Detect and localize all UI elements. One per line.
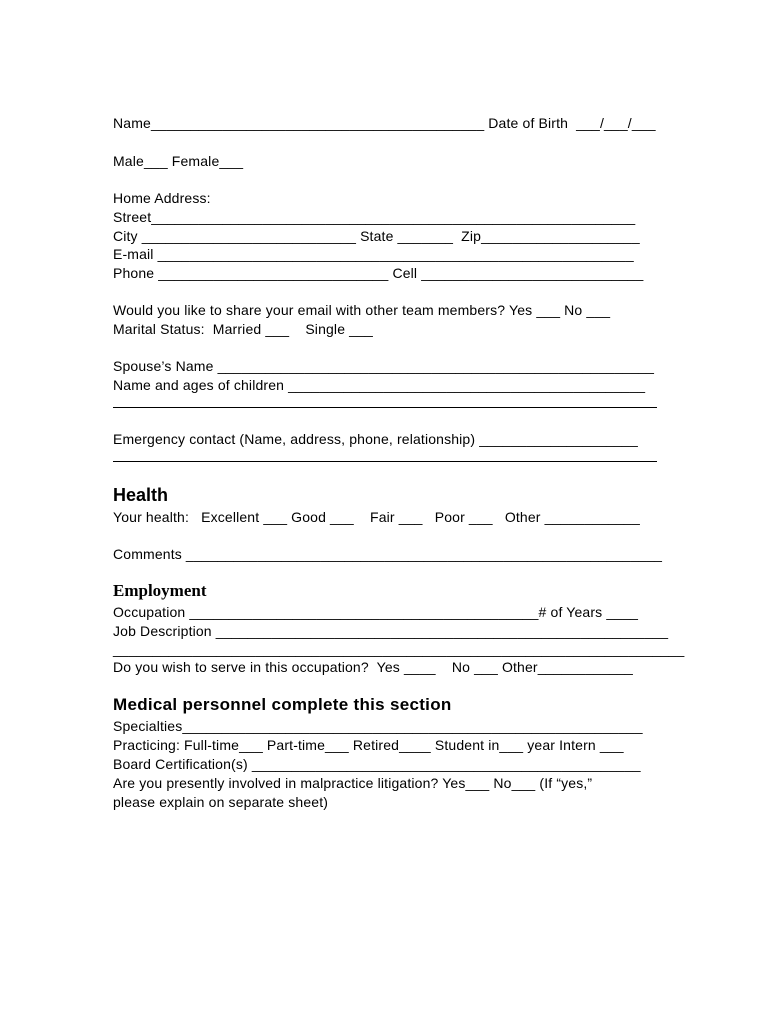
health-heading: Health [113, 485, 169, 505]
city-state-zip-line[interactable]: City ___________________________ State _______ Zip____________________ [113, 228, 640, 244]
health-comments-line[interactable]: Comments ____________________________________________________________ [113, 546, 663, 562]
board-certification-line[interactable]: Board Certification(s) _________________________________________________ [113, 756, 641, 772]
occupation-line[interactable]: Occupation ____________________________________________# of Years ____ [113, 604, 639, 620]
home-address-label: Home Address: [113, 190, 211, 206]
gender-line[interactable]: Male___ Female___ [113, 153, 244, 169]
employment-heading: Employment [113, 581, 207, 600]
malpractice-line[interactable]: Are you presently involved in malpractice litigation? Yes___ No___ (If “yes,” [113, 775, 593, 791]
children-line[interactable]: Name and ages of children _____________________________________________ [113, 377, 646, 393]
name-dob-line[interactable]: Name__________________________________________ Date of Birth ___/___/___ [113, 115, 656, 131]
children-continuation-rule[interactable] [113, 407, 657, 408]
email-line[interactable]: E-mail ____________________________________________________________ [113, 246, 634, 262]
serve-occupation-line[interactable]: Do you wish to serve in this occupation? Yes ____ No ___ Other____________ [113, 659, 633, 675]
marital-status-line[interactable]: Marital Status: Married ___ Single ___ [113, 321, 373, 337]
medical-heading: Medical personnel complete this section [113, 695, 452, 714]
job-description-blank-line[interactable]: ________________________________________________________________________ [113, 641, 685, 657]
practicing-line[interactable]: Practicing: Full-time___ Part-time___ Retired____ Student in___ year Intern ___ [113, 737, 624, 753]
phone-cell-line[interactable]: Phone _____________________________ Cell ____________________________ [113, 265, 644, 281]
emergency-continuation-rule[interactable] [113, 461, 657, 462]
street-line[interactable]: Street_____________________________________________________________ [113, 209, 636, 225]
specialties-line[interactable]: Specialties__________________________________________________________ [113, 718, 643, 734]
explain-note: please explain on separate sheet) [113, 794, 329, 810]
job-description-line[interactable]: Job Description _________________________________________________________ [113, 623, 669, 639]
spouse-name-line[interactable]: Spouse’s Name _______________________________________________________ [113, 358, 655, 374]
share-email-line[interactable]: Would you like to share your email with other team members? Yes ___ No ___ [113, 302, 611, 318]
health-status-line[interactable]: Your health: Excellent ___ Good ___ Fair ___ Poor ___ Other ____________ [113, 509, 640, 525]
emergency-contact-line[interactable]: Emergency contact (Name, address, phone, relationship) ____________________ [113, 431, 638, 447]
